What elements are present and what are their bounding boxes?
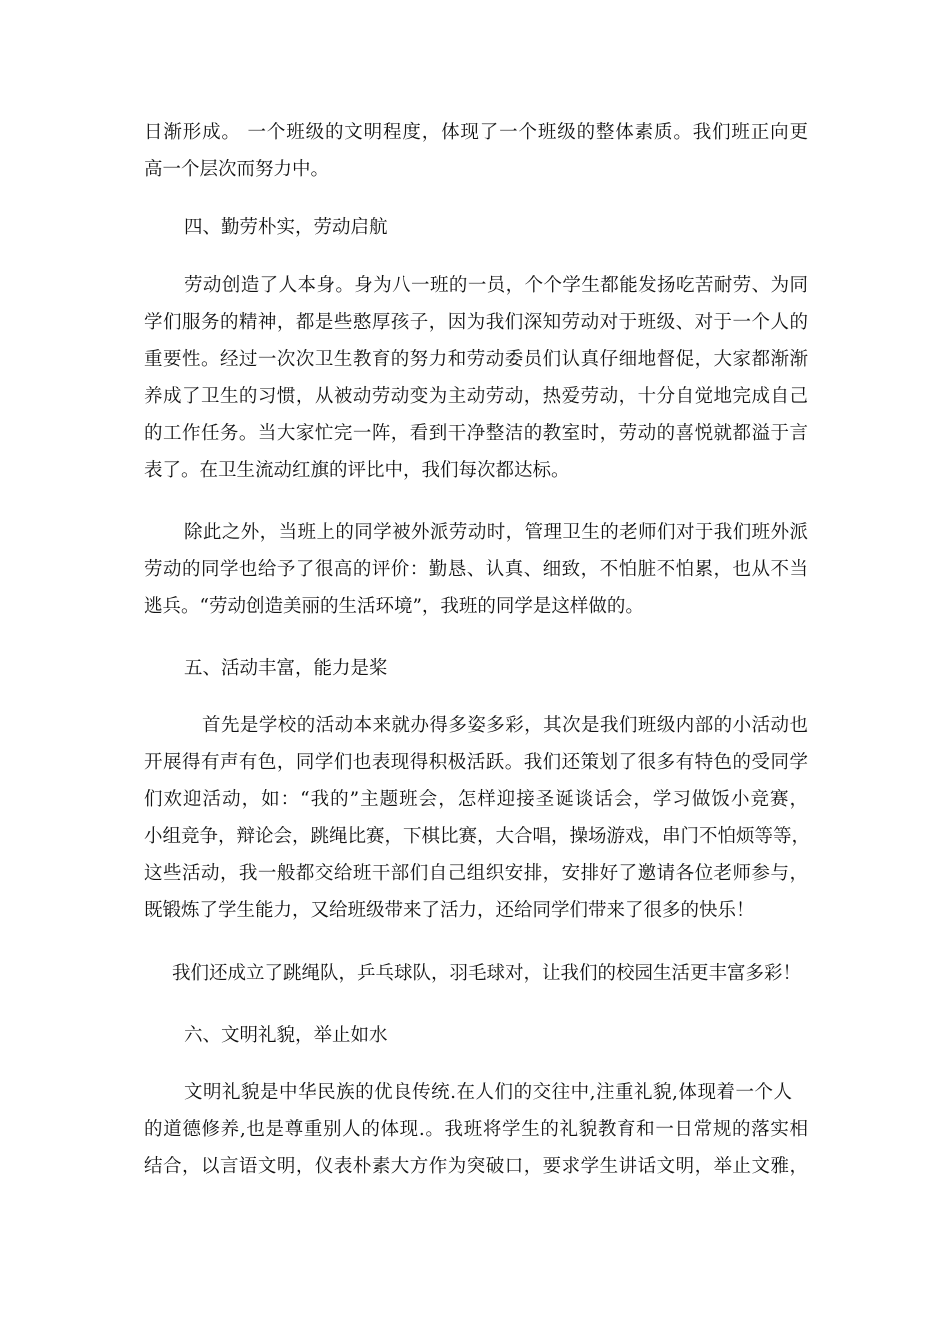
section-heading: 六、文明礼貌，举止如水: [184, 1025, 388, 1046]
text-line: 的工作任务。当大家忙完一阵，看到干净整洁的教室时，劳动的喜悦就都溢于言: [144, 423, 808, 444]
text-line: 劳动的同学也给予了很高的评价：勤恳、认真、细致，不怕脏不怕累，也从不当: [144, 559, 808, 580]
text-line: 结合，以言语文明，仪表朴素大方作为突破口，要求学生讲话文明，举止文雅，: [144, 1156, 808, 1177]
text-line: 表了。在卫生流动红旗的评比中，我们每次都达标。: [144, 460, 570, 481]
text-line: 劳动创造了人本身。身为八一班的一员，个个学生都能发扬吃苦耐劳、为同: [184, 275, 808, 296]
text-line: 重要性。经过一次次卫生教育的努力和劳动委员们认真仔细地督促，大家都渐渐: [144, 349, 808, 370]
text-line: 首先是学校的活动本来就办得多姿多彩，其次是我们班级内部的小活动也: [202, 715, 808, 736]
text-line: 学们服务的精神，都是些憨厚孩子，因为我们深知劳动对于班级、对于一个人的: [144, 312, 808, 333]
text-line: 的道德修养,也是尊重别人的体现.。我班将学生的礼貌教育和一日常规的落实相: [144, 1119, 808, 1140]
text-line: 这些活动，我一般都交给班干部们自己组织安排，安排好了邀请各位老师参与，: [144, 863, 808, 884]
text-line: 既锻炼了学生能力，又给班级带来了活力，还给同学们带来了很多的快乐！: [144, 900, 755, 921]
text-line: 高一个层次而努力中。: [144, 159, 330, 180]
text-line: 除此之外，当班上的同学被外派劳动时，管理卫生的老师们对于我们班外派: [184, 522, 808, 543]
section-heading: 五、活动丰富，能力是桨: [184, 658, 388, 679]
text-line: 小组竞争，辩论会，跳绳比赛，下棋比赛，大合唱，操场游戏，串门不怕烦等等，: [144, 826, 811, 847]
text-line: 文明礼貌是中华民族的优良传统.在人们的交往中,注重礼貌,体现着一个人: [184, 1082, 792, 1103]
text-line: 养成了卫生的习惯，从被动劳动变为主动劳动，热爱劳动，十分自觉地完成自己: [144, 386, 808, 407]
text-line: 开展得有声有色，同学们也表现得积极活跃。我们还策划了很多有特色的受同学: [144, 752, 808, 773]
section-heading: 四、勤劳朴实，劳动启航: [184, 217, 388, 238]
text-line: 日渐形成。 一个班级的文明程度，体现了一个班级的整体素质。我们班正向更: [144, 122, 808, 143]
text-line: 逃兵。“劳动创造美丽的生活环境”，我班的同学是这样做的。: [144, 596, 644, 617]
text-line: 我们还成立了跳绳队，乒乓球队，羽毛球对，让我们的校园生活更丰富多彩！: [172, 963, 802, 984]
text-line: 们欢迎活动，如：“我的”主题班会，怎样迎接圣诞谈话会，学习做饭小竞赛，: [144, 789, 808, 810]
